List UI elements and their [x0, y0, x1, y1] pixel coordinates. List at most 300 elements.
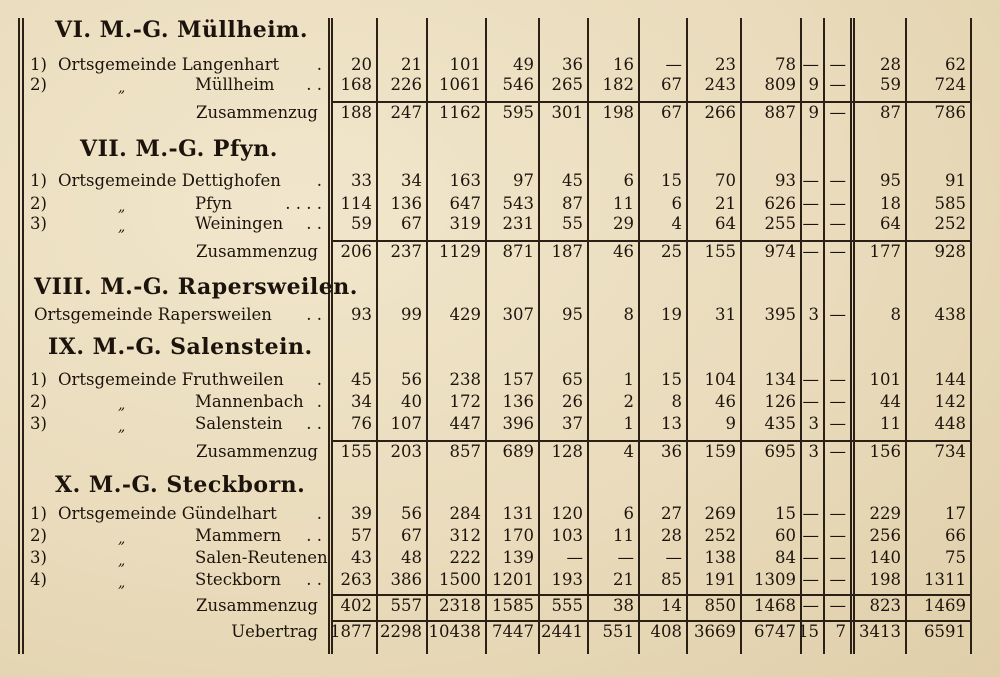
cell-value: —: [802, 526, 819, 545]
cell-value: 6591: [924, 622, 966, 641]
leader-dots: . .: [306, 526, 322, 545]
cell-value: —: [802, 214, 819, 233]
cell-value: 312: [449, 526, 481, 545]
cell-value: 65: [562, 370, 583, 389]
cell-value: 1500: [439, 570, 481, 589]
cell-value: 26: [562, 392, 583, 411]
cell-value: 1: [623, 414, 634, 433]
cell-value: 45: [351, 370, 372, 389]
cell-value: 36: [562, 55, 583, 74]
cell-value: 136: [502, 392, 534, 411]
cell-value: 6747: [754, 622, 796, 641]
leader-dots: . . . .: [285, 194, 322, 213]
cell-value: 56: [401, 504, 422, 523]
leader-dots: .: [316, 370, 322, 389]
cell-value: 85: [661, 570, 682, 589]
cell-value: 7447: [492, 622, 534, 641]
section-heading: VI. M.-G. Müllheim.: [55, 17, 308, 43]
cell-value: 13: [661, 414, 682, 433]
cell-value: 103: [551, 526, 583, 545]
cell-value: —: [829, 596, 846, 615]
cell-value: 142: [934, 392, 966, 411]
cell-value: —: [802, 504, 819, 523]
cell-value: 1877: [330, 622, 372, 641]
cell-value: —: [802, 392, 819, 411]
row-index: 3): [30, 548, 47, 567]
cell-value: 429: [449, 305, 481, 324]
cell-value: 136: [390, 194, 422, 213]
cell-value: 23: [715, 55, 736, 74]
cell-value: 871: [502, 242, 534, 261]
cell-value: —: [802, 570, 819, 589]
cell-value: —: [829, 526, 846, 545]
column-rule: [853, 18, 855, 654]
row-index: 1): [30, 370, 47, 389]
cell-value: 99: [401, 305, 422, 324]
total-label: Zusammenzug: [196, 596, 318, 615]
cell-value: 193: [551, 570, 583, 589]
place-name: Müllheim: [195, 75, 275, 94]
cell-value: 6: [671, 194, 682, 213]
section-heading: IX. M.-G. Salenstein.: [48, 334, 313, 360]
cell-value: 76: [351, 414, 372, 433]
column-rule: [905, 18, 907, 654]
cell-value: —: [802, 596, 819, 615]
cell-value: 87: [562, 194, 583, 213]
cell-value: 555: [551, 596, 583, 615]
cell-value: 395: [764, 305, 796, 324]
cell-value: 95: [562, 305, 583, 324]
cell-value: 18: [880, 194, 901, 213]
cell-value: 307: [502, 305, 534, 324]
cell-value: 66: [945, 526, 966, 545]
cell-value: 229: [869, 504, 901, 523]
cell-value: 2: [623, 392, 634, 411]
column-rule: [331, 18, 333, 654]
cell-value: 255: [764, 214, 796, 233]
cell-value: 46: [715, 392, 736, 411]
cell-value: 243: [704, 75, 736, 94]
cell-value: 8: [623, 305, 634, 324]
cell-value: 206: [340, 242, 372, 261]
cell-value: —: [802, 242, 819, 261]
place-name: Salen-Reutenen: [195, 548, 328, 567]
cell-value: —: [566, 548, 583, 567]
cell-value: 188: [340, 103, 372, 122]
cell-value: 15: [661, 370, 682, 389]
cell-value: 177: [869, 242, 901, 261]
cell-value: 170: [502, 526, 534, 545]
cell-value: 11: [613, 194, 634, 213]
cell-value: 4: [623, 442, 634, 461]
cell-value: 43: [351, 548, 372, 567]
cell-value: 70: [715, 171, 736, 190]
cell-value: 2318: [439, 596, 481, 615]
cell-value: 64: [880, 214, 901, 233]
cell-value: 40: [401, 392, 422, 411]
cell-value: —: [829, 414, 846, 433]
cell-value: 1: [623, 370, 634, 389]
cell-value: 78: [775, 55, 796, 74]
cell-value: 226: [390, 75, 422, 94]
cell-value: 48: [401, 548, 422, 567]
cell-value: 21: [613, 570, 634, 589]
leader-dots: . .: [306, 570, 322, 589]
cell-value: 7: [835, 622, 846, 641]
cell-value: 585: [934, 194, 966, 213]
row-index: 2): [30, 526, 47, 545]
ditto-mark: „: [118, 575, 126, 591]
cell-value: 695: [764, 442, 796, 461]
leader-dots: . .: [306, 75, 322, 94]
cell-value: —: [665, 548, 682, 567]
leader-dots: .: [316, 504, 322, 523]
cell-value: 20: [351, 55, 372, 74]
cell-value: 93: [775, 171, 796, 190]
cell-value: 95: [880, 171, 901, 190]
column-rule: [823, 18, 825, 654]
column-rule: [970, 18, 972, 654]
cell-value: —: [829, 392, 846, 411]
column-rule: [850, 18, 852, 654]
column-rule: [18, 18, 20, 654]
cell-value: 396: [502, 414, 534, 433]
column-rule: [538, 18, 540, 654]
cell-value: 551: [602, 622, 634, 641]
cell-value: 557: [390, 596, 422, 615]
cell-value: 3: [808, 442, 819, 461]
cell-value: 595: [502, 103, 534, 122]
cell-value: 247: [390, 103, 422, 122]
cell-value: 1162: [439, 103, 481, 122]
column-rule: [587, 18, 589, 654]
cell-value: 59: [880, 75, 901, 94]
cell-value: 435: [764, 414, 796, 433]
ditto-mark: „: [118, 553, 126, 569]
place-name: Ortsgemeinde Fruthweilen: [58, 370, 284, 389]
cell-value: 6: [623, 504, 634, 523]
column-rule: [376, 18, 378, 654]
cell-value: 203: [390, 442, 422, 461]
column-rule: [22, 18, 24, 654]
cell-value: 11: [613, 526, 634, 545]
cell-value: 198: [602, 103, 634, 122]
cell-value: 84: [775, 548, 796, 567]
place-name: Weiningen: [195, 214, 284, 233]
cell-value: 128: [551, 442, 583, 461]
cell-value: 689: [502, 442, 534, 461]
cell-value: 138: [704, 548, 736, 567]
cell-value: 134: [764, 370, 796, 389]
cell-value: —: [829, 103, 846, 122]
cell-value: 64: [715, 214, 736, 233]
cell-value: 120: [551, 504, 583, 523]
cell-value: 67: [401, 214, 422, 233]
column-rule: [638, 18, 640, 654]
place-name: Pfyn: [195, 194, 233, 213]
carry-label: Uebertrag: [231, 622, 318, 641]
cell-value: 19: [661, 305, 682, 324]
cell-value: 823: [869, 596, 901, 615]
cell-value: 8: [671, 392, 682, 411]
cell-value: 9: [808, 103, 819, 122]
cell-value: 647: [449, 194, 481, 213]
cell-value: 55: [562, 214, 583, 233]
cell-value: 2441: [541, 622, 583, 641]
cell-value: 543: [502, 194, 534, 213]
cell-value: 4: [671, 214, 682, 233]
cell-value: 172: [449, 392, 481, 411]
cell-value: 1201: [492, 570, 534, 589]
total-label: Zusammenzug: [196, 103, 318, 122]
cell-value: 67: [661, 103, 682, 122]
cell-value: 56: [401, 370, 422, 389]
cell-value: 126: [764, 392, 796, 411]
cell-value: 11: [880, 414, 901, 433]
cell-value: —: [802, 548, 819, 567]
cell-value: 6: [623, 171, 634, 190]
cell-value: —: [829, 194, 846, 213]
section-heading: VII. M.-G. Pfyn.: [80, 136, 278, 162]
cell-value: 9: [808, 75, 819, 94]
cell-value: 168: [340, 75, 372, 94]
ditto-mark: „: [118, 419, 126, 435]
cell-value: 1129: [439, 242, 481, 261]
cell-value: —: [829, 305, 846, 324]
row-index: 2): [30, 392, 47, 411]
cell-value: 1311: [924, 570, 966, 589]
cell-value: 3669: [694, 622, 736, 641]
cell-value: 238: [449, 370, 481, 389]
cell-value: 34: [401, 171, 422, 190]
cell-value: 252: [704, 526, 736, 545]
cell-value: 222: [449, 548, 481, 567]
cell-value: 187: [551, 242, 583, 261]
cell-value: 29: [613, 214, 634, 233]
leader-dots: . .: [306, 414, 322, 433]
row-index: 3): [30, 214, 47, 233]
cell-value: 546: [502, 75, 534, 94]
cell-value: 438: [934, 305, 966, 324]
cell-value: 252: [934, 214, 966, 233]
cell-value: 8: [890, 305, 901, 324]
cell-value: 60: [775, 526, 796, 545]
cell-value: 724: [934, 75, 966, 94]
cell-value: 237: [390, 242, 422, 261]
cell-value: 809: [764, 75, 796, 94]
cell-value: 850: [704, 596, 736, 615]
column-rule: [426, 18, 428, 654]
column-rule: [328, 18, 330, 654]
cell-value: 59: [351, 214, 372, 233]
place-name: Ortsgemeinde Rapersweilen: [34, 305, 272, 324]
cell-value: 15: [661, 171, 682, 190]
cell-value: —: [829, 370, 846, 389]
cell-value: —: [617, 548, 634, 567]
row-index: 3): [30, 414, 47, 433]
cell-value: —: [829, 548, 846, 567]
cell-value: 101: [449, 55, 481, 74]
cell-value: 15: [798, 622, 819, 641]
column-rule: [740, 18, 742, 654]
cell-value: 107: [390, 414, 422, 433]
cell-value: 15: [775, 504, 796, 523]
cell-value: 191: [704, 570, 736, 589]
cell-value: 10438: [428, 622, 481, 641]
cell-value: 97: [513, 171, 534, 190]
row-index: 2): [30, 75, 47, 94]
cell-value: 87: [880, 103, 901, 122]
cell-value: 157: [502, 370, 534, 389]
cell-value: 2298: [380, 622, 422, 641]
place-name: Mammern: [195, 526, 282, 545]
place-name: Salenstein: [195, 414, 283, 433]
cell-value: 887: [764, 103, 796, 122]
place-name: Ortsgemeinde Gündelhart: [58, 504, 277, 523]
ditto-mark: „: [118, 219, 126, 235]
cell-value: —: [829, 570, 846, 589]
cell-value: 626: [764, 194, 796, 213]
cell-value: 46: [613, 242, 634, 261]
cell-value: 28: [661, 526, 682, 545]
cell-value: 16: [613, 55, 634, 74]
cell-value: 386: [390, 570, 422, 589]
leader-dots: .: [316, 171, 322, 190]
cell-value: 9: [725, 414, 736, 433]
place-name: Ortsgemeinde Langenhart: [58, 55, 280, 74]
cell-value: 1585: [492, 596, 534, 615]
cell-value: —: [665, 55, 682, 74]
cell-value: 101: [869, 370, 901, 389]
section-heading: VIII. M.-G. Rapersweilen.: [34, 274, 358, 300]
leader-dots: . .: [306, 305, 322, 324]
cell-value: 284: [449, 504, 481, 523]
place-name: Ortsgemeinde Dettighofen: [58, 171, 281, 190]
cell-value: 319: [449, 214, 481, 233]
leader-dots: .: [316, 55, 322, 74]
cell-value: 857: [449, 442, 481, 461]
ditto-mark: „: [118, 531, 126, 547]
cell-value: 93: [351, 305, 372, 324]
cell-value: 3: [808, 414, 819, 433]
leader-dots: .: [316, 392, 322, 411]
cell-value: 28: [880, 55, 901, 74]
cell-value: —: [802, 370, 819, 389]
cell-value: 265: [551, 75, 583, 94]
section-heading: X. M.-G. Steckborn.: [55, 472, 306, 498]
cell-value: 34: [351, 392, 372, 411]
row-index: 4): [30, 570, 47, 589]
cell-value: —: [829, 242, 846, 261]
cell-value: 974: [764, 242, 796, 261]
column-rule: [686, 18, 688, 654]
cell-value: 104: [704, 370, 736, 389]
cell-value: 57: [351, 526, 372, 545]
cell-value: 27: [661, 504, 682, 523]
cell-value: —: [829, 504, 846, 523]
cell-value: 159: [704, 442, 736, 461]
row-index: 1): [30, 504, 47, 523]
cell-value: 17: [945, 504, 966, 523]
ditto-mark: „: [118, 80, 126, 96]
cell-value: 3413: [859, 622, 901, 641]
cell-value: 139: [502, 548, 534, 567]
cell-value: 155: [340, 442, 372, 461]
cell-value: 1468: [754, 596, 796, 615]
cell-value: 408: [650, 622, 682, 641]
cell-value: —: [829, 171, 846, 190]
cell-value: 155: [704, 242, 736, 261]
cell-value: 144: [934, 370, 966, 389]
cell-value: —: [802, 194, 819, 213]
sum-rule: [331, 101, 970, 103]
cell-value: 114: [340, 194, 372, 213]
cell-value: 231: [502, 214, 534, 233]
cell-value: 734: [934, 442, 966, 461]
cell-value: 36: [661, 442, 682, 461]
total-label: Zusammenzug: [196, 442, 318, 461]
cell-value: 3: [808, 305, 819, 324]
ditto-mark: „: [118, 199, 126, 215]
cell-value: 266: [704, 103, 736, 122]
cell-value: 37: [562, 414, 583, 433]
cell-value: 14: [661, 596, 682, 615]
leader-dots: . .: [306, 214, 322, 233]
cell-value: 263: [340, 570, 372, 589]
cell-value: 786: [934, 103, 966, 122]
cell-value: —: [802, 171, 819, 190]
cell-value: 928: [934, 242, 966, 261]
cell-value: 131: [502, 504, 534, 523]
cell-value: 62: [945, 55, 966, 74]
place-name: Steckborn: [195, 570, 281, 589]
cell-value: —: [829, 214, 846, 233]
column-rule: [485, 18, 487, 654]
cell-value: 45: [562, 171, 583, 190]
cell-value: 163: [449, 171, 481, 190]
row-index: 1): [30, 55, 47, 74]
cell-value: 31: [715, 305, 736, 324]
cell-value: 156: [869, 442, 901, 461]
ditto-mark: „: [118, 397, 126, 413]
row-index: 2): [30, 194, 47, 213]
cell-value: 447: [449, 414, 481, 433]
total-label: Zusammenzug: [196, 242, 318, 261]
cell-value: 182: [602, 75, 634, 94]
cell-value: —: [802, 55, 819, 74]
cell-value: 38: [613, 596, 634, 615]
cell-value: 301: [551, 103, 583, 122]
cell-value: 448: [934, 414, 966, 433]
cell-value: 25: [661, 242, 682, 261]
cell-value: —: [829, 75, 846, 94]
cell-value: —: [829, 442, 846, 461]
cell-value: 44: [880, 392, 901, 411]
cell-value: —: [829, 55, 846, 74]
cell-value: 67: [401, 526, 422, 545]
cell-value: 1061: [439, 75, 481, 94]
cell-value: 21: [401, 55, 422, 74]
cell-value: 39: [351, 504, 372, 523]
cell-value: 198: [869, 570, 901, 589]
cell-value: 269: [704, 504, 736, 523]
row-index: 1): [30, 171, 47, 190]
cell-value: 67: [661, 75, 682, 94]
cell-value: 21: [715, 194, 736, 213]
cell-value: 91: [945, 171, 966, 190]
cell-value: 1469: [924, 596, 966, 615]
cell-value: 256: [869, 526, 901, 545]
